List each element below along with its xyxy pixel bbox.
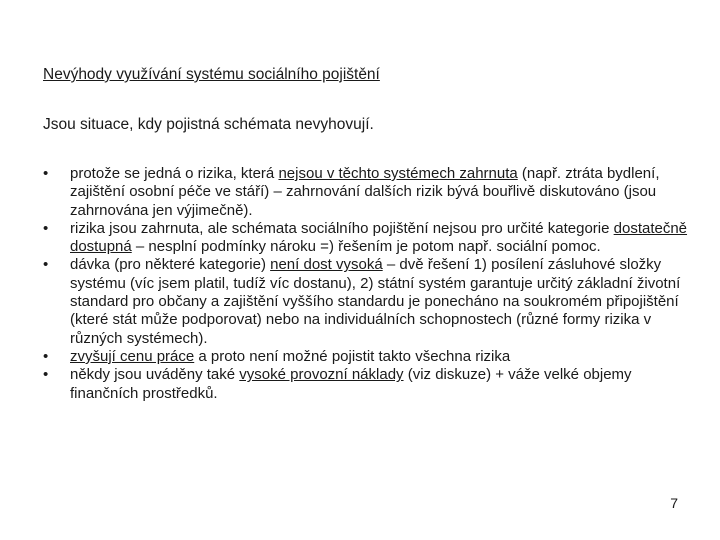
bullet-text: a proto není možné pojistit takto všechna rizika	[194, 347, 511, 365]
bullet-emphasis: vysoké provozní náklady	[239, 366, 404, 384]
bullet-dot-icon: •	[43, 256, 49, 274]
bullet-text: – dvě řešení 1) posílení zásluhové složky systému (víc jsem platil, tudíž víc dostanu), 2) státní systém garantuje určitý základní životní standard pro občany a zajištění vyššího standardu je ponecháno na soukromém připojištění (které stát může podporovat) nebo na individuálních schopnostech (různé formy rizika v různých systémech).	[70, 256, 681, 347]
page-number: 7	[670, 495, 678, 511]
bullet-text: (viz diskuze) + váže velké objemy finančních prostředků.	[70, 366, 632, 402]
bullet-text: někdy jsou uváděny také	[70, 366, 240, 384]
bullet-text: protože se jedná o rizika, která	[70, 165, 279, 182]
bullet-text: dávka (pro některé kategorie)	[70, 256, 271, 274]
bullet-dot-icon: •	[43, 366, 49, 384]
intro-text: Jsou situace, kdy pojistná schémata nevyhovují.	[43, 116, 374, 133]
list-item	[43, 220, 698, 257]
bullet-text: – nesplní podmínky nároku =) řešením je potom např. sociální pomoc.	[131, 238, 601, 256]
list-item	[43, 256, 698, 347]
bullet-emphasis: zvyšují cenu práce	[70, 347, 195, 365]
slide-title: Nevýhody využívání systému sociálního pojištění	[43, 66, 380, 83]
bullet-emphasis: není dost vysoká	[270, 256, 383, 274]
bullet-dot-icon: •	[43, 219, 49, 237]
list-item	[43, 348, 698, 366]
bullet-list	[43, 165, 698, 403]
bullet-emphasis: dostatečně dostupná	[70, 219, 688, 256]
bullet-dot-icon: •	[43, 347, 49, 365]
bullet-dot-icon: •	[43, 165, 49, 182]
list-item	[43, 366, 698, 403]
bullet-text: rizika jsou zahrnuta, ale schémata sociálního pojištění nejsou pro určité kategorie	[70, 219, 614, 237]
list-item	[43, 165, 698, 220]
bullet-emphasis: nejsou v těchto systémech zahrnuta	[278, 165, 518, 182]
bullet-text: (např. ztráta bydlení, zajištění osobní péče ve stáří) – zahrnování dalších rizik bývá bouřlivě diskutováno (jsou zahrnována jen výjimečně).	[70, 165, 660, 219]
